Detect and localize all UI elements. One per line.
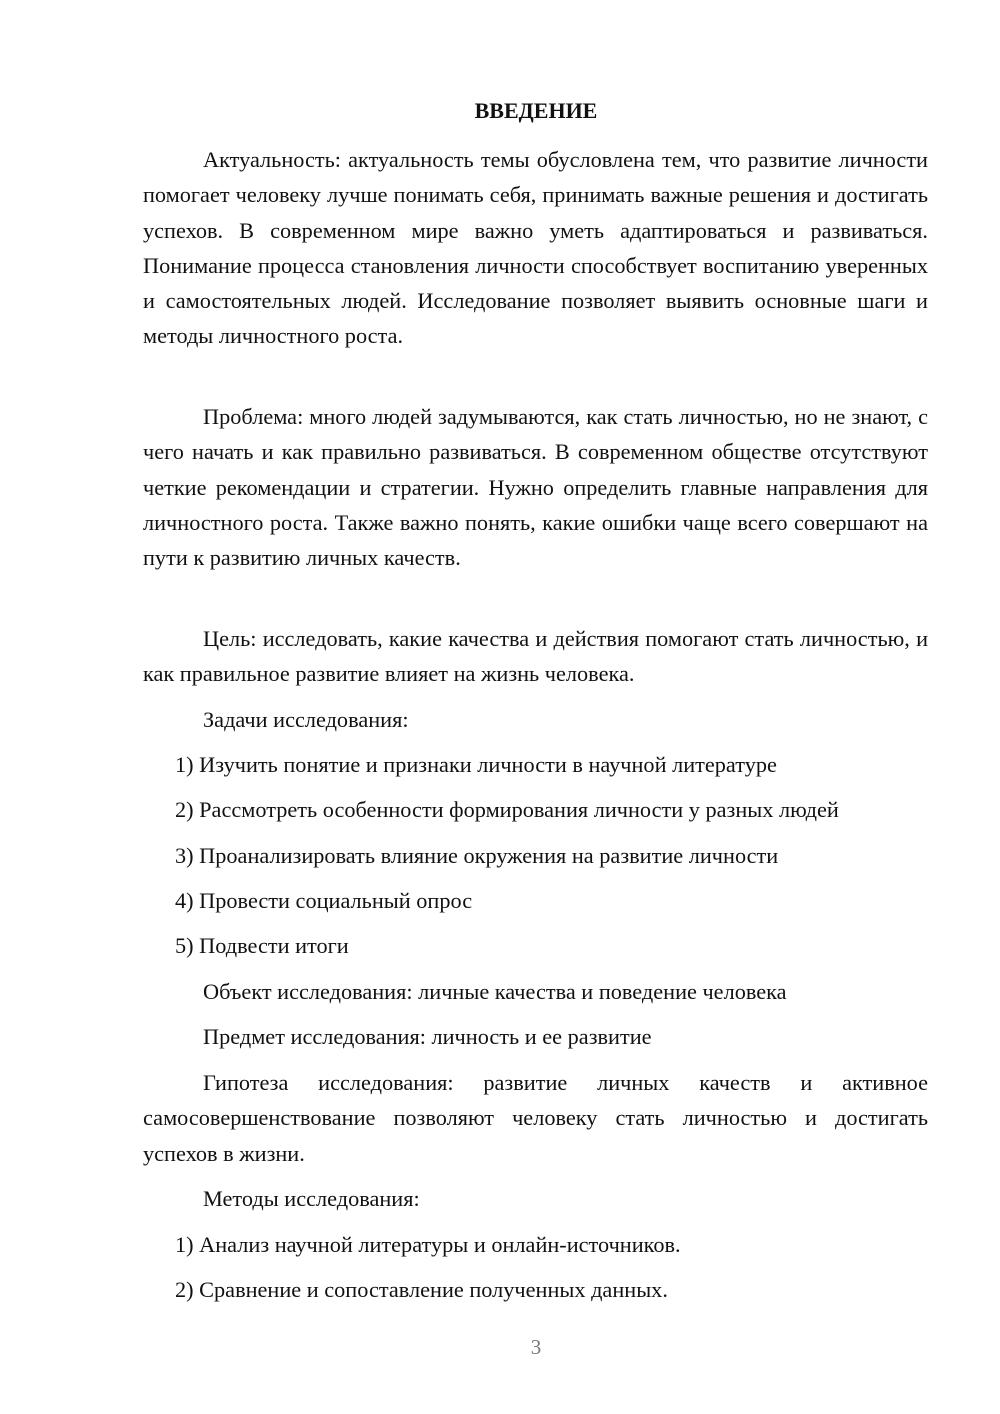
subject-line: Предмет исследования: личность и ее развитие <box>203 1024 652 1049</box>
task-item: 2) Рассмотреть особенности формирования личности у разных людей <box>175 797 839 822</box>
goal-paragraph: Цель: исследовать, какие качества и действия помогают стать личностью, и как правильное развитие влияет на жизнь человека. <box>143 626 928 687</box>
method-item: 1) Анализ научной литературы и онлайн-источников. <box>175 1232 681 1257</box>
task-item: 4) Провести социальный опрос <box>175 888 473 913</box>
method-item: 2) Сравнение и сопоставление полученных данных. <box>175 1277 668 1302</box>
tasks-heading: Задачи исследования: <box>203 707 409 732</box>
relevance-paragraph: Актуальность: актуальность темы обусловлена тем, что развитие личности помогает человеку лучше понимать себя, принимать важные решения и достигать успехов. В современном мире важно уметь адаптироваться и развиваться. Понимание процесса становления личности способствует воспитанию уверенных и самостоятельных людей. Исследование позволяет выявить основные шаги и методы личностного роста. <box>143 147 928 349</box>
task-item: 1) Изучить понятие и признаки личности в научной литературе <box>175 752 777 777</box>
page-number: 3 <box>530 1335 542 1359</box>
object-line: Объект исследования: личные качества и поведение человека <box>203 979 787 1004</box>
hypothesis-paragraph: Гипотеза исследования: развитие личных качеств и активное самосовершенствование позволяют человеку стать личностью и достигать успехов в жизни. <box>143 1070 928 1166</box>
task-item: 3) Проанализировать влияние окружения на развитие личности <box>175 843 779 868</box>
task-item: 5) Подвести итоги <box>175 933 349 958</box>
problem-paragraph: Проблема: много людей задумываются, как стать личностью, но не знают, с чего начать и как правильно развиваться. В современном обществе отсутствуют четкие рекомендации и стратегии. Нужно определить главные направления для личностного роста. Также важно понять, какие ошибки чаще всего совершают на пути к развитию личных качеств. <box>143 404 928 571</box>
section-title: ВВЕДЕНИЕ <box>474 98 598 123</box>
methods-heading: Методы исследования: <box>203 1186 420 1211</box>
